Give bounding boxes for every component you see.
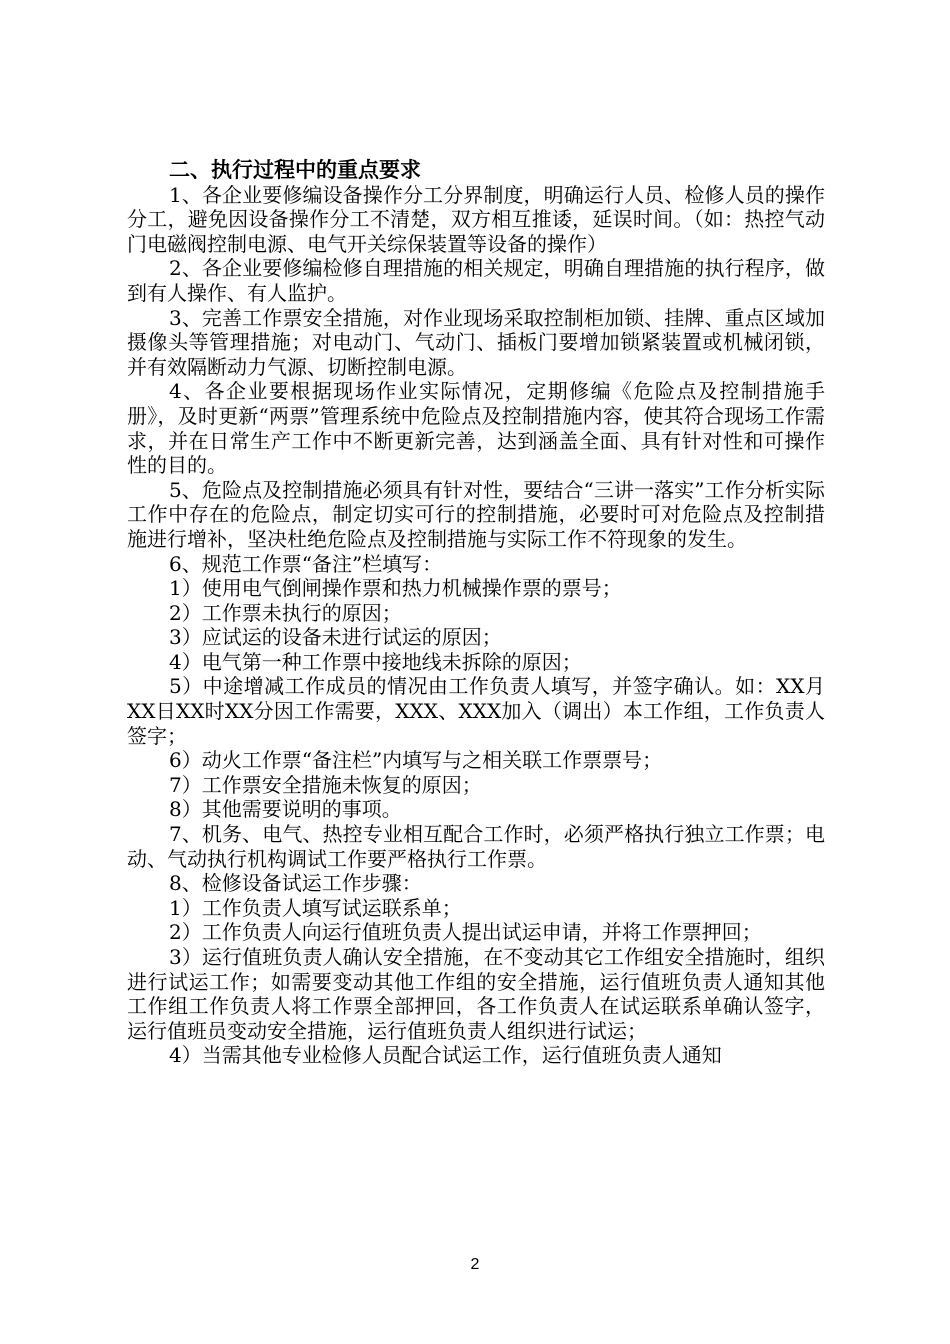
paragraph-1: 1、各企业要修编设备操作分工分界制度，明确运行人员、检修人员的操作分工，避免因设备操作分工不清楚，双方相互推诿，延误时间。（如：热控气动门电磁阀控制电源、电气开关综保装置等设备的操作） (127, 182, 825, 256)
paragraph-8: 8、检修设备试运工作步骤： (169, 871, 422, 896)
list-item-8-3: 3）运行值班负责人确认安全措施，在不变动其它工作组安全措施时，组织进行试运工作；如需要变动其他工作组的安全措施，运行值班负责人通知其他工作组工作负责人将工作票全部押回，各工作负责人在试运联系单确认签字，运行值班员变动安全措施，运行值班负责人组织进行试运； (127, 945, 825, 1043)
section-heading: 二、执行过程中的重点要求 (169, 158, 421, 182)
list-item-6-8: 8）其他需要说明的事项。 (169, 797, 402, 822)
list-item-6-7: 7）工作票安全措施未恢复的原因； (169, 772, 482, 797)
page-number: 2 (470, 1256, 480, 1273)
document-body (127, 158, 825, 1068)
paragraph-4: 4、各企业要根据现场作业实际情况，定期修编《危险点及控制措施手册》，及时更新“两票”管理系统中危险点及控制措施内容，使其符合现场工作需求，并在日常生产工作中不断更新完善，达到涵盖全面、具有针对性和可操作性的目的。 (127, 379, 825, 478)
list-item-8-1: 1）工作负责人填写试运联系单； (169, 895, 462, 920)
paragraph-2: 2、各企业要修编检修自理措施的相关规定，明确自理措施的执行程序，做到有人操作、有人监护。 (127, 256, 825, 305)
list-item-6-2: 2）工作票未执行的原因； (169, 600, 402, 625)
paragraph-7: 7、机务、电气、热控专业相互配合工作时，必须严格执行独立工作票；电动、气动执行机构调试工作要严格执行工作票。 (127, 822, 825, 871)
list-item-8-4: 4）当需其他专业检修人员配合试运工作，运行值班负责人通知 (169, 1043, 722, 1068)
paragraph-3: 3、完善工作票安全措施，对作业现场采取控制柜加锁、挂牌、重点区域加摄像头等管理措施；对电动门、气动门、插板门要增加锁紧装置或机械闭锁，并有效隔断动力气源、切断控制电源。 (127, 305, 825, 379)
paragraph-5: 5、危险点及控制措施必须具有针对性，要结合“三讲一落实”工作分析实际工作中存在的危险点，制定切实可行的控制措施，必要时可对危险点及控制措施进行增补，坚决杜绝危险点及控制措施与实际工作不符现象的发生。 (127, 477, 825, 551)
list-item-6-6: 6）动火工作票“备注栏”内填写与之相关联工作票票号； (169, 748, 663, 773)
list-item-6-5: 5）中途增减工作成员的情况由工作负责人填写，并签字确认。如：XX月XX日XX时XX分因工作需要，XXX、XXX加入（调出）本工作组，工作负责人签字； (127, 674, 825, 748)
list-item-6-4: 4）电气第一种工作票中接地线未拆除的原因； (169, 649, 582, 674)
list-item-6-1: 1）使用电气倒闸操作票和热力机械操作票的票号； (169, 576, 622, 601)
list-item-8-2: 2）工作负责人向运行值班负责人提出试运申请，并将工作票押回； (169, 920, 762, 945)
paragraph-6: 6、规范工作票“备注”栏填写： (169, 551, 443, 576)
list-item-6-3: 3）应试运的设备未进行试运的原因； (169, 625, 502, 650)
